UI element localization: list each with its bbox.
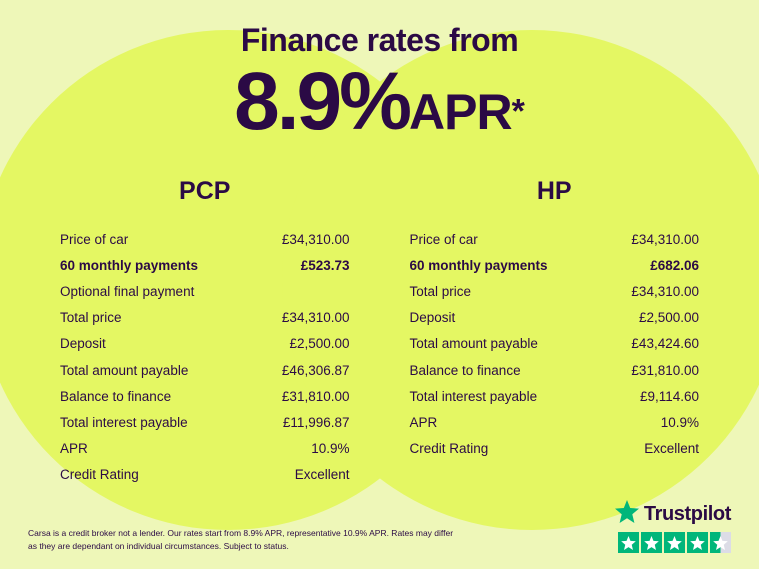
finance-column-hp [380,177,730,488]
row-value: £34,310.00 [631,283,699,299]
poster-footer [0,500,759,553]
legal-disclaimer: Carsa is a credit broker not a lender. Our rates start from 8.9% APR, representative 10.9% APR. Rates may differ as they are dependant on individual circumstances. Subject to status. [28,527,454,551]
row-label: Price of car [60,231,129,247]
trustpilot-logo [615,500,731,528]
trustpilot-name: Trustpilot [643,502,731,525]
row-label: 60 monthly payments [60,257,199,273]
table-row [410,436,700,462]
table-row [60,252,350,278]
table-row [410,305,700,331]
row-label: Price of car [409,231,478,247]
row-label: Credit Rating [60,467,139,483]
trustpilot-rating [615,500,731,553]
apr-rate: 8.9% [234,56,410,147]
row-label: Total amount payable [60,362,189,378]
star-icon [687,532,708,553]
apr-unit: APR [409,84,512,140]
row-label: Total price [409,283,472,299]
table-row [410,409,700,435]
row-value: 10.9% [311,441,350,457]
row-value: £11,996.87 [282,414,350,430]
finance-comparison-columns [0,177,759,488]
apr-asterisk: * [511,92,525,131]
row-label: Total price [60,310,122,326]
table-row [60,462,350,488]
row-label: Total interest payable [60,414,188,430]
table-row [60,226,350,252]
row-label: APR [409,414,438,430]
table-row [60,278,350,304]
row-value: £34,310.00 [281,231,350,247]
row-label: 60 monthly payments [409,257,548,273]
row-value: £46,306.87 [281,362,350,378]
row-value: £31,810.00 [281,388,350,404]
table-row [60,305,350,331]
table-row [60,383,350,409]
star-icon [664,532,685,553]
star-icon [618,532,639,553]
row-value: £682.06 [650,257,699,273]
trustpilot-stars [618,532,731,553]
row-value: £2,500.00 [638,310,699,326]
row-label: APR [60,441,88,457]
row-value: £34,310.00 [631,231,699,247]
row-value: £43,424.60 [631,336,699,352]
row-label: Deposit [60,336,106,352]
table-row [410,357,700,383]
row-label: Balance to finance [409,362,521,378]
row-value: £2,500.00 [289,336,350,352]
table-row [60,409,350,435]
trustpilot-star-icon [615,500,639,528]
table-row [410,278,700,304]
row-label: Total amount payable [409,336,538,352]
table-row [410,331,700,357]
row-value: 10.9% [660,414,699,430]
table-row [410,383,700,409]
row-value: £9,114.60 [639,388,699,404]
row-label: Optional final payment [60,283,195,299]
row-value: £31,810.00 [631,362,699,378]
row-label: Deposit [409,310,456,326]
row-value: Excellent [644,441,699,457]
row-value: Excellent [294,467,350,483]
star-icon [641,532,662,553]
table-row [60,436,350,462]
row-label: Credit Rating [409,441,489,457]
column-title-hp: HP [536,177,572,205]
row-value: £523.73 [300,257,350,273]
table-row [410,252,700,278]
apr-headline [0,56,759,147]
row-label: Balance to finance [60,388,172,404]
row-label: Total interest payable [409,388,538,404]
finance-column-pcp [30,177,380,488]
table-row [410,226,700,252]
table-row [60,357,350,383]
column-title-pcp: PCP [179,177,231,205]
page-title: Finance rates from [240,22,519,58]
row-value: £34,310.00 [281,310,350,326]
half-star-icon [710,532,731,553]
table-row [60,331,350,357]
